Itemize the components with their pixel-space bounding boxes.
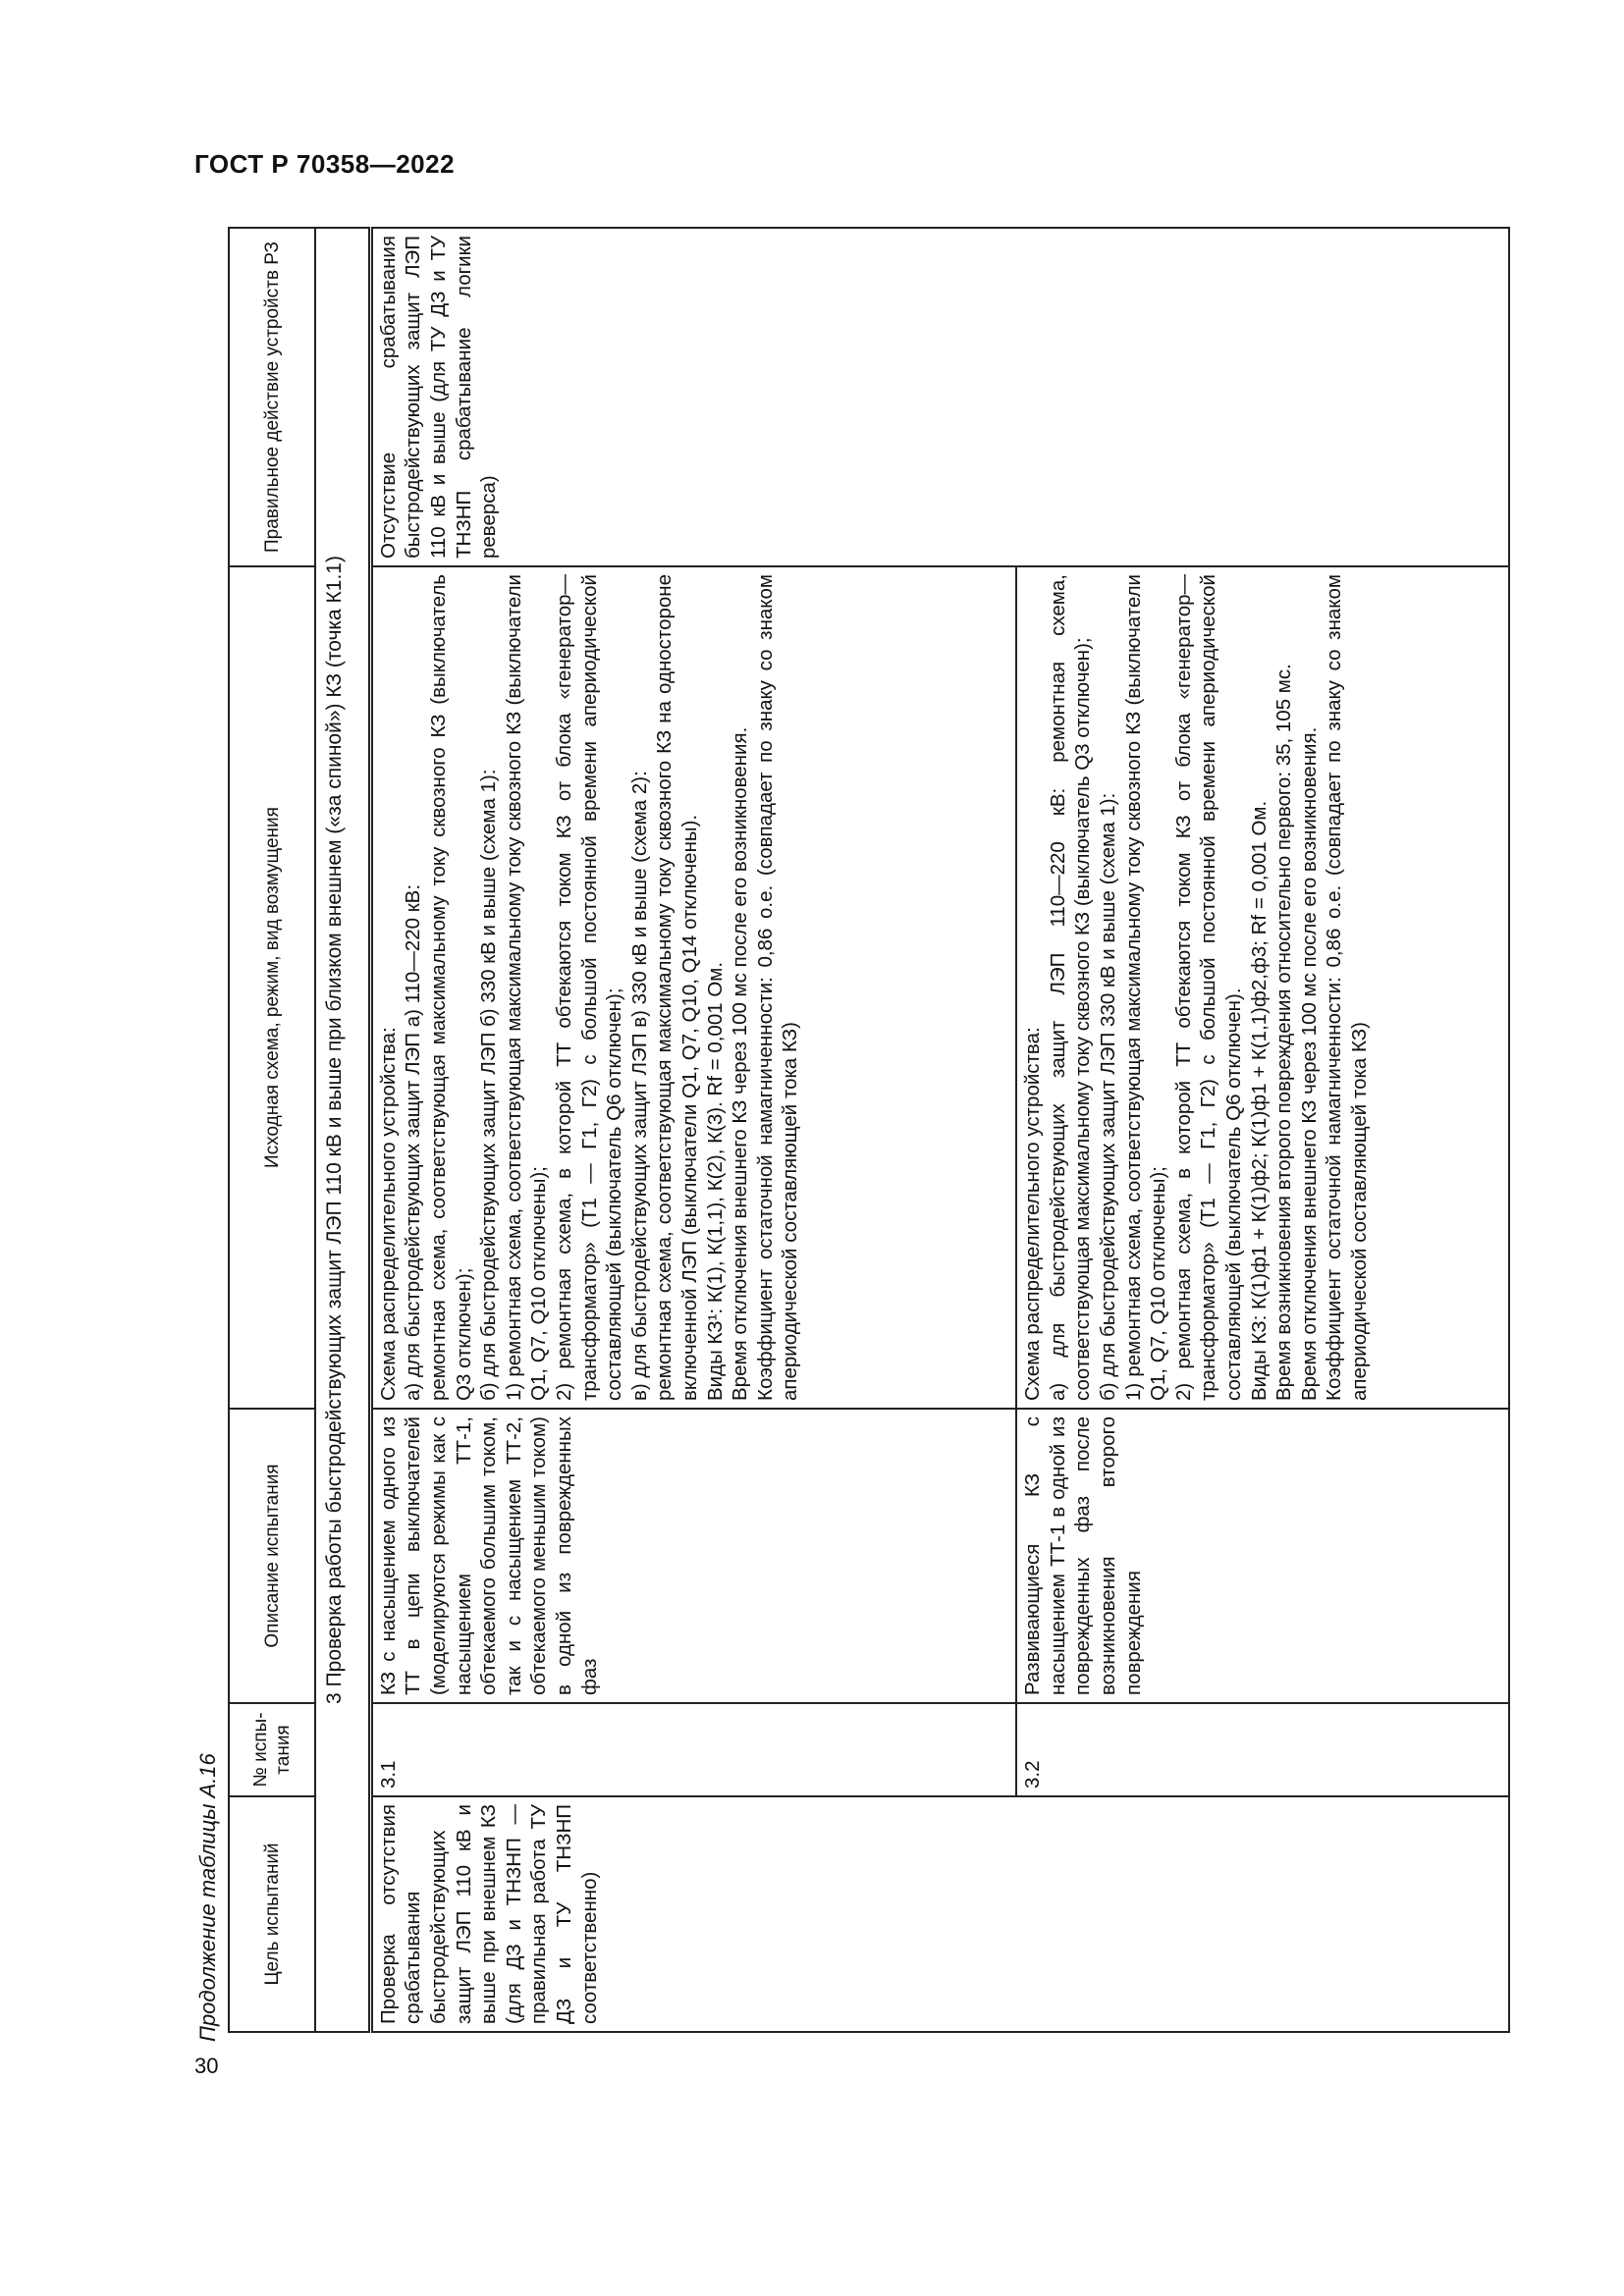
column-header: Исходная схема, режим, вид возмущения — [229, 566, 315, 1409]
scheme-line: 1) ремонтная схема, соответствующая максимальному току сквозного КЗ (выключатели Q1, Q7, Q10 отключены); — [1121, 574, 1170, 1401]
scheme-line: 1) ремонтная схема, соответствующая максимальному току сквозного КЗ (выключатели Q1, Q7, Q10 отключены); — [502, 574, 551, 1401]
test-number: 3.2 — [1016, 1703, 1509, 1796]
column-header: Правильное действие устройств РЗ — [229, 228, 315, 566]
scheme-line: б) для быстродействующих защит ЛЭП б) 330 кВ и выше (схема 1): — [477, 769, 501, 1401]
scheme-line: а) для быстродействующих защит ЛЭП 110—220 кВ: ремонтная схема, соответствующая максимальному току сквозного КЗ (выключатель Q3 отключен); — [1046, 574, 1095, 1401]
column-header: № испы-тания — [229, 1703, 315, 1796]
column-header: Цель испытаний — [229, 1796, 315, 2032]
test-table — [228, 227, 1510, 2033]
scheme-line: ремонтная схема, соответствующая максимальному току сквозного КЗ (выключатель Q3 отключен); — [426, 574, 475, 1401]
scheme-line: а) для быстродействующих защит ЛЭП а) 110—220 кВ: — [402, 883, 425, 1401]
scheme-line: Схема распределительного устройства: — [376, 1027, 400, 1401]
rotated-table-container — [228, 229, 1510, 2033]
scheme-cell — [1016, 566, 1509, 1409]
section-title: 3 Проверка работы быстродействующих защит ЛЭП 110 кВ и выше при близком внешнем («за спиной») КЗ (точка К1.1) — [315, 228, 370, 2032]
goal-cell: Проверка отсутствия срабатывания быстродействующих защит ЛЭП 110 кВ и выше при внешнем КЗ (для ДЗ и ТНЗНП — правильная работа ТУ ДЗ и ТУ ТНЗНП соответственно) — [370, 1796, 1509, 2032]
continuation-label: Продолжение таблицы А.16 — [195, 1753, 220, 2042]
scheme-line: Время возникновения второго повреждения относительно первого: 35, 105 мс. — [1272, 664, 1296, 1401]
scheme-line: Коэффициент остаточной намагниченности: 0,86 о.е. (совпадает по знаку со знаком апериодической составляющей тока КЗ) — [753, 574, 802, 1401]
scheme-line: в) для быстродействующих защит ЛЭП в) 330 кВ и выше (схема 2): — [627, 771, 651, 1401]
document-header: ГОСТ Р 70358—2022 — [194, 149, 456, 179]
table-header-row — [229, 228, 315, 2032]
scheme-line: Виды КЗ¹: К(1), К(1,1), К(2), К(3). Rf = 0,001 Ом. — [703, 961, 727, 1401]
scheme-line: 2) ремонтная схема, в которой ТТ обтекаются током КЗ от блока «генератор—трансформатор» (Т1 — Г1, Г2) с большой постоянной времени апериодической составляющей (выключатель Q6 отключен). — [1171, 574, 1246, 1401]
scheme-line: Виды КЗ: К(1)ф1 + К(1)ф2; К(1)ф1 + К(1,1)ф2,ф3; Rf = 0,001 Ом. — [1247, 800, 1271, 1401]
scheme-cell — [370, 566, 1016, 1409]
test-description: Развивающиеся КЗ с насыщением ТТ-1 в одной из поврежденных фаз после возникновения второго повреждения — [1016, 1409, 1509, 1703]
correct-action-cell: Отсутствие срабатывания быстродействующих защит ЛЭП 110 кВ и выше (для ТУ ДЗ и ТУ ТНЗНП срабатывание логики реверса) — [370, 228, 1509, 566]
scheme-line: б) для быстродействующих защит ЛЭП 330 кВ и выше (схема 1): — [1097, 792, 1120, 1401]
scheme-line: ремонтная схема, соответствующая максимальному току сквозного КЗ на одностороне включенной ЛЭП (выключатели Q1, Q7, Q10, Q14 отключены). — [653, 574, 701, 1401]
scheme-line: Коэффициент остаточной намагниченности: 0,86 о.е. (совпадает по знаку со знаком апериодической составляющей тока КЗ) — [1323, 574, 1371, 1401]
table-row — [370, 228, 1016, 2032]
test-description: КЗ с насыщением одного из ТТ в цепи выключателей (моделируются режимы как с насыщением ТТ-1, обтекаемого большим током, так и с насыщением ТТ-2, обтекаемого меньшим током) в одной из поврежденных фаз — [370, 1409, 1016, 1703]
scheme-line: Время отключения внешнего КЗ через 100 мс после его возникновения. — [729, 726, 752, 1401]
scheme-line: Схема распределительного устройства: — [1021, 1027, 1045, 1401]
column-header: Описание испытания — [229, 1409, 315, 1703]
section-row — [315, 228, 370, 2032]
scheme-line: Время отключения внешнего КЗ через 100 мс после его возникновения. — [1297, 726, 1321, 1401]
page-number: 30 — [194, 2054, 219, 2078]
scheme-line: 2) ремонтная схема, в которой ТТ обтекаются током КЗ от блока «генератор—трансформатор» (Т1 — Г1, Г2) с большой постоянной времени апериодической составляющей (выключатель Q6 отключен); — [552, 574, 626, 1401]
test-number: 3.1 — [370, 1703, 1016, 1796]
